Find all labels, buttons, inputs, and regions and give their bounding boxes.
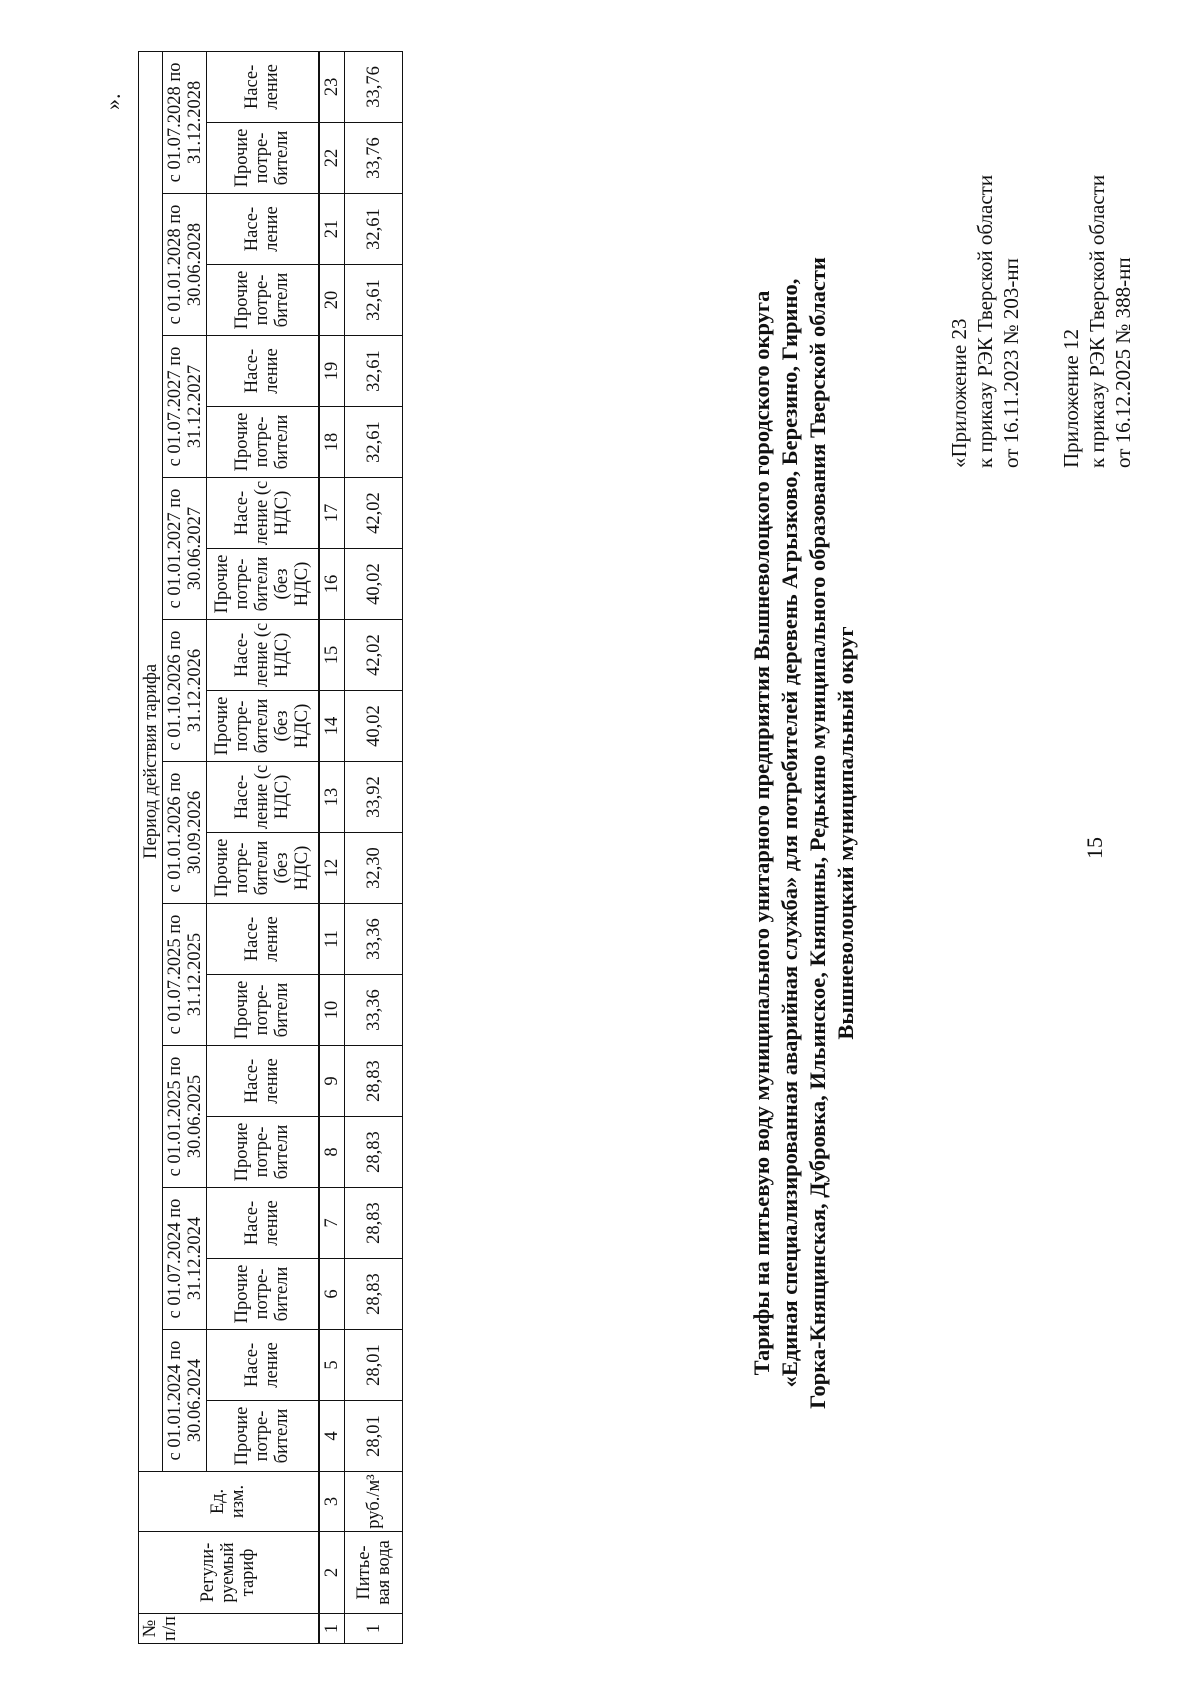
- title-line3: Горка-Княщинская, Дубровка, Ильинское, Княщины, Редькино муниципального образования Тверской области: [805, 257, 830, 1409]
- tariff-value: 28,01: [345, 1401, 403, 1472]
- title-line1: Тарифы на питьевую воду муниципального унитарного предприятия Вышневолоцкого городского округа: [749, 290, 774, 1376]
- column-number: 11: [319, 904, 345, 975]
- tariff-value: 40,02: [345, 691, 403, 762]
- period-header: с 01.01.2024 по 30.06.2024: [163, 1330, 207, 1472]
- subheader-other: Прочие потре-бители: [207, 1401, 319, 1472]
- tariff-value: 40,02: [345, 549, 403, 620]
- subheader-population: Насе-ление: [207, 1330, 319, 1401]
- subheader-population: Насе-ление: [207, 336, 319, 407]
- subheader-other: Прочие потре-бители (без НДС): [207, 833, 319, 904]
- tariff-value: 33,92: [345, 762, 403, 833]
- column-number: 3: [319, 1472, 345, 1532]
- period-header: с 01.07.2025 по 31.12.2025: [163, 904, 207, 1046]
- column-number: 13: [319, 762, 345, 833]
- column-number: 6: [319, 1259, 345, 1330]
- column-number: 2: [319, 1532, 345, 1614]
- subheader-population: Насе-ление: [207, 1046, 319, 1117]
- document-title: [748, 158, 860, 1508]
- column-number: 9: [319, 1046, 345, 1117]
- subheader-other: Прочие потре-бители (без НДС): [207, 549, 319, 620]
- appendix-new-line2: к приказу РЭК Тверской области: [1085, 174, 1109, 468]
- tariff-value: 33,36: [345, 975, 403, 1046]
- column-number-row: [319, 51, 345, 1643]
- header-unit: Ед. изм.: [139, 1472, 319, 1532]
- subheader-other: Прочие потре-бители: [207, 1117, 319, 1188]
- title-line4: Вышневолоцкий муниципальный округ: [833, 626, 858, 1040]
- header-num: № п/п: [139, 1614, 319, 1644]
- tariff-value: 28,83: [345, 1188, 403, 1259]
- subheader-other: Прочие потре-бители: [207, 265, 319, 336]
- appendix-new-line1: Приложение 12: [1059, 329, 1083, 468]
- header-period: Период действия тарифа: [139, 51, 163, 1471]
- column-number: 14: [319, 691, 345, 762]
- column-number: 7: [319, 1188, 345, 1259]
- tariff-value: 33,76: [345, 51, 403, 122]
- tariff-value: 28,01: [345, 1330, 403, 1401]
- column-number: 16: [319, 549, 345, 620]
- tariff-table: [138, 51, 403, 1644]
- tariff-value: 28,83: [345, 1117, 403, 1188]
- column-number: 8: [319, 1117, 345, 1188]
- tariff-value: 32,30: [345, 833, 403, 904]
- subheader-population: Насе-ление (с НДС): [207, 478, 319, 549]
- column-number: 15: [319, 620, 345, 691]
- tariff-value: 42,02: [345, 478, 403, 549]
- title-line2: «Единая специализированная аварийная служба» для потребителей деревень Агрызково, Березино, Гирино,: [777, 278, 802, 1388]
- subheader-row: [207, 51, 319, 1643]
- appendix-old-line1: «Приложение 23: [947, 318, 971, 468]
- closing-quote: ».: [100, 93, 125, 110]
- period-header: с 01.07.2028 по 31.12.2028: [163, 51, 207, 193]
- subheader-population: Насе-ление (с НДС): [207, 620, 319, 691]
- appendix-block-new: [1058, 175, 1136, 468]
- document-sheet: [20, 38, 1180, 1658]
- subheader-other: Прочие потре-бители: [207, 1259, 319, 1330]
- subheader-population: Насе-ление: [207, 51, 319, 122]
- column-number: 10: [319, 975, 345, 1046]
- period-header: с 01.01.2028 по 30.06.2028: [163, 194, 207, 336]
- subheader-population: Насе-ление: [207, 194, 319, 265]
- subheader-other: Прочие потре-бители: [207, 123, 319, 194]
- header-tariff: Регули-руемый тариф: [139, 1532, 319, 1614]
- subheader-other: Прочие потре-бители: [207, 407, 319, 478]
- appendix-old-line3: от 16.11.2023 № 203-нп: [999, 258, 1023, 468]
- column-number: 4: [319, 1401, 345, 1472]
- page-number: 15: [1082, 837, 1107, 859]
- tariff-value: 28,83: [345, 1046, 403, 1117]
- column-number: 22: [319, 123, 345, 194]
- tariff-value: 32,61: [345, 336, 403, 407]
- tariff-value: 32,61: [345, 194, 403, 265]
- column-number: 1: [319, 1614, 345, 1644]
- column-number: 19: [319, 336, 345, 407]
- tariff-value: 32,61: [345, 265, 403, 336]
- row-num: 1: [345, 1614, 403, 1644]
- tariff-value: 28,83: [345, 1259, 403, 1330]
- column-number: 17: [319, 478, 345, 549]
- period-header: с 01.01.2026 по 30.09.2026: [163, 762, 207, 904]
- period-header: с 01.07.2027 по 31.12.2027: [163, 336, 207, 478]
- subheader-population: Насе-ление (с НДС): [207, 762, 319, 833]
- subheader-other: Прочие потре-бители (без НДС): [207, 691, 319, 762]
- tariff-value: 33,36: [345, 904, 403, 975]
- tariff-value: 42,02: [345, 620, 403, 691]
- row-tariff: Питье-вая вода: [345, 1532, 403, 1614]
- tariff-value: 33,76: [345, 123, 403, 194]
- table-row: [345, 51, 403, 1643]
- appendix-new-line3: от 16.12.2025 № 388-нп: [1111, 257, 1135, 468]
- column-number: 23: [319, 51, 345, 122]
- tariff-value: 32,61: [345, 407, 403, 478]
- appendix-block-old: [946, 175, 1024, 468]
- column-number: 21: [319, 194, 345, 265]
- appendix-old-line2: к приказу РЭК Тверской области: [973, 174, 997, 468]
- subheader-population: Насе-ление: [207, 904, 319, 975]
- column-number: 20: [319, 265, 345, 336]
- subheader-other: Прочие потре-бители: [207, 975, 319, 1046]
- column-number: 12: [319, 833, 345, 904]
- row-unit: руб./м³: [345, 1472, 403, 1532]
- subheader-population: Насе-ление: [207, 1188, 319, 1259]
- column-number: 5: [319, 1330, 345, 1401]
- column-number: 18: [319, 407, 345, 478]
- period-header: с 01.10.2026 по 31.12.2026: [163, 620, 207, 762]
- period-row: [163, 51, 207, 1643]
- period-header: с 01.01.2025 по 30.06.2025: [163, 1046, 207, 1188]
- period-header: с 01.07.2024 по 31.12.2024: [163, 1188, 207, 1330]
- period-header: с 01.01.2027 по 30.06.2027: [163, 478, 207, 620]
